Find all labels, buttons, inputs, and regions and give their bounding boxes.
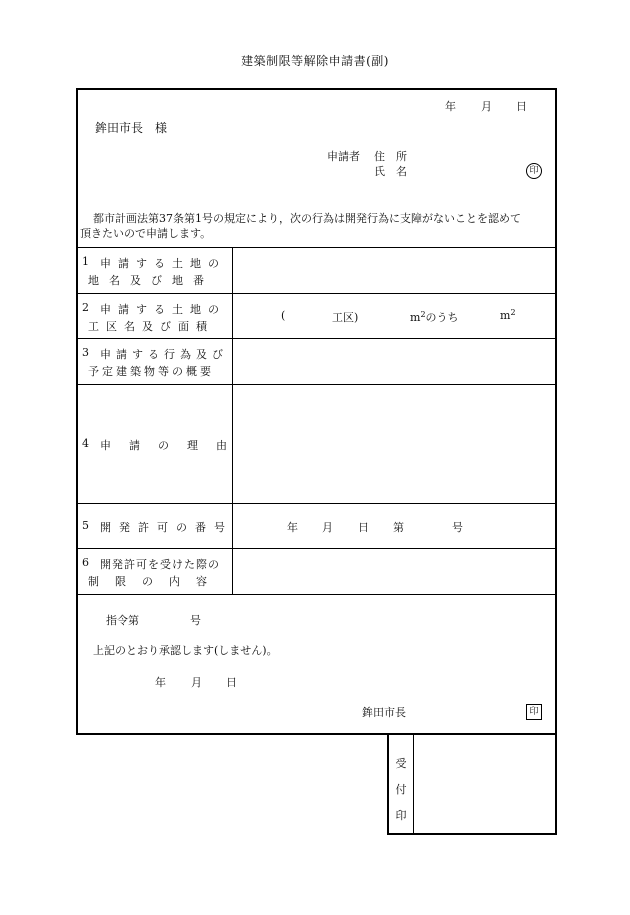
row2-unit1: m <box>410 311 421 324</box>
row5-label: 開発許可の番号 <box>100 521 233 534</box>
approval-text: 上記のとおり承認します(しません)。 <box>93 644 278 657</box>
row6-number: 6 <box>82 556 89 569</box>
application-form-frame <box>76 88 557 735</box>
row2-number: 2 <box>82 301 89 314</box>
applicant-seal-mark: 印 <box>526 163 542 179</box>
receipt-char-2: 付 <box>395 783 407 796</box>
receipt-char-3: 印 <box>395 809 407 822</box>
row3-label-line1: 申請する行為及び <box>100 348 228 361</box>
date-day-label: 日 <box>516 100 527 113</box>
row5-year: 年 <box>287 521 298 534</box>
row2-unit1-sup: 2 <box>420 310 426 319</box>
row-divider <box>78 503 555 504</box>
row4-number: 4 <box>82 437 89 450</box>
row-divider <box>78 338 555 339</box>
receipt-char-1: 受 <box>395 757 407 770</box>
table-bottom-border <box>78 594 555 595</box>
row-divider <box>78 548 555 549</box>
row2-unit2: m <box>500 309 511 322</box>
document-title: 建築制限等解除申請書(副) <box>241 54 389 68</box>
applicant-label: 申請者 <box>327 150 360 163</box>
date-year-label: 年 <box>445 100 456 113</box>
table-top-border <box>78 247 555 248</box>
row1-label-text: 申請する土地の <box>100 257 226 270</box>
row5-day: 日 <box>358 521 369 534</box>
order-number-go: 号 <box>190 614 201 627</box>
row1-number: 1 <box>82 255 89 268</box>
statement-line-2: 頂きたいので申請します。 <box>80 227 212 240</box>
row2-label-line1: 申請する土地の <box>100 303 226 316</box>
row2-kuiki-label: 工区) <box>332 311 359 324</box>
row4-label: 申請の理由 <box>100 439 245 452</box>
order-number-label: 指令第 <box>106 614 139 627</box>
row2-area-uchi <box>410 309 459 325</box>
row2-area-unit <box>500 309 516 322</box>
row1-label-line1 <box>100 255 226 271</box>
receipt-stamp-box <box>387 735 557 835</box>
mayor-signature-label: 鉾田市長 <box>362 706 406 719</box>
row2-label-line2: 工区名及び面積 <box>88 320 214 333</box>
row6-label-line2: 制限の内容 <box>88 575 223 588</box>
receipt-box-divider <box>413 735 414 833</box>
row5-number: 5 <box>82 519 89 532</box>
approval-month: 月 <box>191 676 202 689</box>
row5-dai: 第 <box>393 521 404 534</box>
mayor-seal-mark: 印 <box>526 704 542 720</box>
row5-go: 号 <box>452 521 463 534</box>
applicant-address-label: 住 所 <box>374 150 407 163</box>
addressee: 鉾田市長 様 <box>95 121 168 135</box>
approval-day: 日 <box>226 676 237 689</box>
row1-label-line2: 地名及び地番 <box>88 274 214 287</box>
statement-line-1: 都市計画法第37条第1号の規定により，次の行為は開発行為に支障がないことを認めて <box>93 212 521 225</box>
row5-month: 月 <box>322 521 333 534</box>
date-month-label: 月 <box>481 100 492 113</box>
row6-label-line1: 開発許可を受けた際の <box>100 558 220 571</box>
row-divider <box>78 293 555 294</box>
applicant-name-label: 氏 名 <box>374 165 407 178</box>
approval-year: 年 <box>155 676 166 689</box>
row2-uchi-label: のうち <box>425 311 459 324</box>
row2-unit2-sup: 2 <box>510 308 516 317</box>
row2-paren-open: ( <box>281 309 286 322</box>
row3-label-line2: 予定建築物等の概要 <box>88 365 214 378</box>
row-divider <box>78 384 555 385</box>
column-divider <box>232 247 233 594</box>
row3-number: 3 <box>82 346 89 359</box>
